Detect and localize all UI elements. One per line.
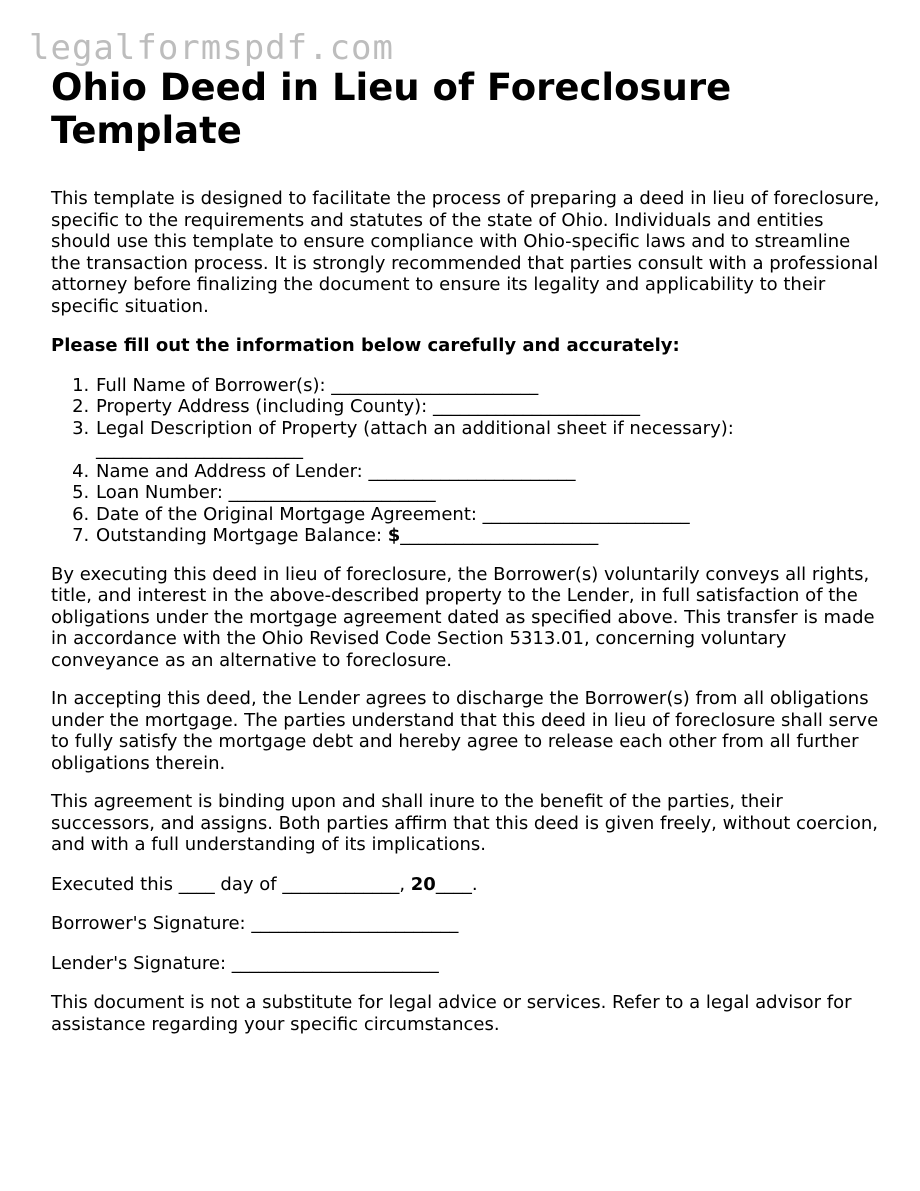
month-blank[interactable]: _____________ xyxy=(282,873,400,895)
field-mortgage-date xyxy=(95,504,881,526)
field-legal-description xyxy=(95,418,881,461)
page-title: Ohio Deed in Lieu of Foreclosure Template xyxy=(51,66,732,152)
currency-symbol: $ xyxy=(387,525,401,546)
borrower-signature-line xyxy=(51,913,881,935)
instructions-heading: Please fill out the information below carefully and accurately: xyxy=(51,335,680,356)
executed-line: Executed this ____ day of _____________, 20____. xyxy=(51,873,478,895)
field-blank[interactable]: _______________________ xyxy=(368,460,576,482)
borrower-signature-blank[interactable]: _______________________ xyxy=(251,913,459,934)
field-label: Full Name of Borrower(s): xyxy=(96,374,332,396)
field-label: Legal Description of Property (attach an additional sheet if necessary): xyxy=(96,417,734,439)
watermark: legalformspdf.com xyxy=(29,28,394,68)
form-fields-list xyxy=(51,375,881,547)
discharge-paragraph: In accepting this deed, the Lender agrees to discharge the Borrower(s) from all obligations under the mortgage. The parties understand that this deed in lieu of foreclosure shall serve to fully satisfy the mortgage debt and hereby agree to release each other from all further obligations therein. xyxy=(51,688,879,774)
field-label: Property Address (including County): xyxy=(96,396,433,417)
year-prefix: 20 xyxy=(410,873,436,895)
field-blank[interactable]: _______________________ xyxy=(432,396,640,417)
document xyxy=(51,66,881,1035)
field-blank[interactable]: _______________________ xyxy=(228,482,436,503)
binding-paragraph: This agreement is binding upon and shall inure to the benefit of the parties, their successors, and assigns. Both parties affirm that this deed is given freely, without coercion, and with a full understanding of its implications. xyxy=(51,791,879,855)
field-loan-number xyxy=(95,482,881,504)
conveyance-paragraph: By executing this deed in lieu of foreclosure, the Borrower(s) voluntarily conveys all rights, title, and interest in the above-described property to the Lender, in full satisfaction of the obligations under the mortgage agreement dated as specified above. This transfer is made in accordance with the Ohio Revised Code Section 5313.01, concerning voluntary conveyance as an alternative to foreclosure. xyxy=(51,563,875,671)
field-label: Loan Number: xyxy=(96,482,229,503)
year-blank[interactable]: ____ xyxy=(435,873,472,895)
field-lender-name-address xyxy=(95,461,881,483)
lender-signature-blank[interactable]: _______________________ xyxy=(231,952,439,974)
lender-signature-label: Lender's Signature: xyxy=(51,952,232,974)
day-blank[interactable]: ____ xyxy=(178,873,215,895)
field-label: Name and Address of Lender: xyxy=(96,460,369,482)
disclaimer-paragraph: This document is not a substitute for legal advice or services. Refer to a legal advisor for assistance regarding your specific circumstances. xyxy=(51,992,852,1035)
field-borrower-name xyxy=(95,375,881,397)
lender-signature-line xyxy=(51,953,881,975)
field-blank[interactable]: _______________________ xyxy=(482,503,690,525)
field-label: Outstanding Mortgage Balance: xyxy=(96,525,388,546)
field-mortgage-balance xyxy=(95,525,881,547)
field-label: Date of the Original Mortgage Agreement: xyxy=(96,503,483,525)
field-blank[interactable]: ______________________ xyxy=(400,525,599,546)
borrower-signature-label: Borrower's Signature: xyxy=(51,913,252,934)
field-property-address xyxy=(95,396,881,418)
field-blank[interactable]: _______________________ xyxy=(96,439,303,460)
field-blank[interactable]: _______________________ xyxy=(331,374,539,396)
intro-paragraph: This template is designed to facilitate the process of preparing a deed in lieu of foreclosure, specific to the requirements and statutes of the state of Ohio. Individuals and entities should use this template to ensure compliance with Ohio-specific laws and to streamline the transaction process. It is strongly recommended that parties consult with a professional attorney before finalizing the document to ensure its legality and applicability to their specific situation. xyxy=(51,188,880,317)
